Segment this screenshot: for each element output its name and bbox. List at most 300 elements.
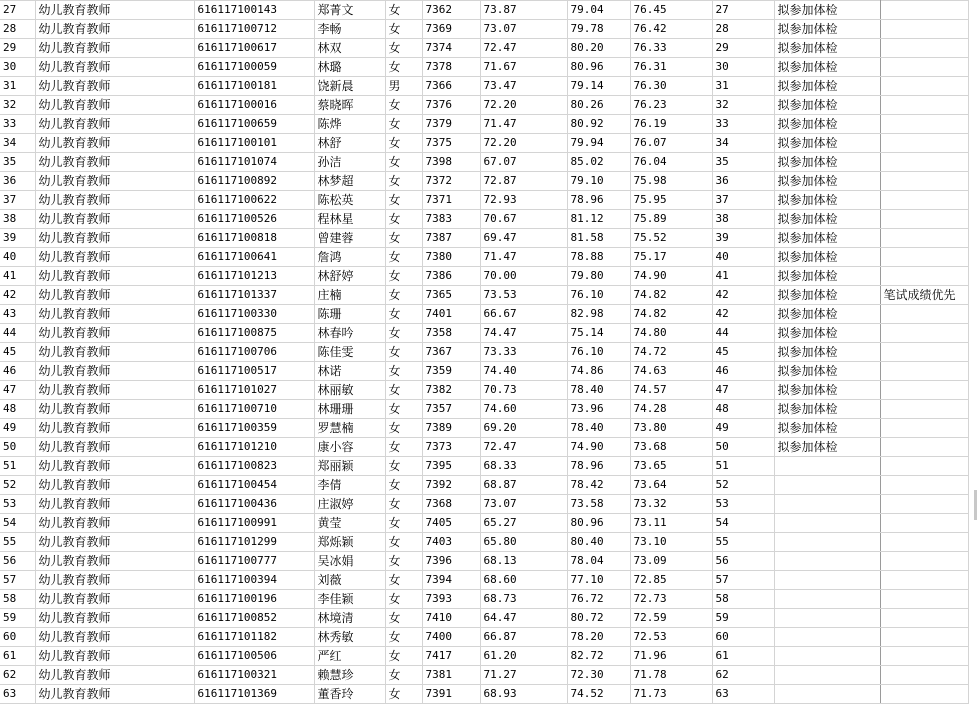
cell-ticket[interactable]: 7394 xyxy=(422,571,480,590)
cell-name[interactable]: 林舒婷 xyxy=(314,267,385,286)
cell-note[interactable] xyxy=(880,153,968,172)
cell-name[interactable]: 林舒 xyxy=(314,134,385,153)
cell-total-score[interactable]: 74.72 xyxy=(630,343,712,362)
cell-position[interactable]: 幼儿教育教师 xyxy=(35,476,194,495)
cell-name[interactable]: 罗慧楠 xyxy=(314,419,385,438)
cell-rank[interactable]: 36 xyxy=(712,172,774,191)
cell-seq[interactable]: 27 xyxy=(0,1,35,20)
cell-interview-score[interactable]: 80.20 xyxy=(567,39,630,58)
cell-status[interactable] xyxy=(774,628,880,647)
cell-exam-id[interactable]: 616117101074 xyxy=(194,153,314,172)
cell-seq[interactable]: 40 xyxy=(0,248,35,267)
cell-position[interactable]: 幼儿教育教师 xyxy=(35,609,194,628)
cell-gender[interactable]: 女 xyxy=(385,153,422,172)
cell-total-score[interactable]: 71.78 xyxy=(630,666,712,685)
cell-position[interactable]: 幼儿教育教师 xyxy=(35,533,194,552)
cell-ticket[interactable]: 7393 xyxy=(422,590,480,609)
cell-name[interactable]: 詹鸿 xyxy=(314,248,385,267)
cell-ticket[interactable]: 7417 xyxy=(422,647,480,666)
cell-position[interactable]: 幼儿教育教师 xyxy=(35,362,194,381)
cell-total-score[interactable]: 76.45 xyxy=(630,1,712,20)
cell-written-score[interactable]: 71.47 xyxy=(480,115,567,134)
cell-seq[interactable]: 63 xyxy=(0,685,35,704)
cell-exam-id[interactable]: 616117100181 xyxy=(194,77,314,96)
cell-note[interactable] xyxy=(880,533,968,552)
cell-seq[interactable]: 39 xyxy=(0,229,35,248)
cell-total-score[interactable]: 73.10 xyxy=(630,533,712,552)
cell-written-score[interactable]: 70.67 xyxy=(480,210,567,229)
cell-seq[interactable]: 62 xyxy=(0,666,35,685)
cell-gender[interactable]: 女 xyxy=(385,647,422,666)
cell-name[interactable]: 孙洁 xyxy=(314,153,385,172)
cell-position[interactable]: 幼儿教育教师 xyxy=(35,666,194,685)
cell-note[interactable] xyxy=(880,571,968,590)
cell-status[interactable]: 拟参加体检 xyxy=(774,343,880,362)
cell-written-score[interactable]: 67.07 xyxy=(480,153,567,172)
cell-position[interactable]: 幼儿教育教师 xyxy=(35,20,194,39)
cell-note[interactable] xyxy=(880,495,968,514)
cell-status[interactable]: 拟参加体检 xyxy=(774,324,880,343)
cell-name[interactable]: 蔡晓晖 xyxy=(314,96,385,115)
cell-written-score[interactable]: 68.87 xyxy=(480,476,567,495)
cell-note[interactable] xyxy=(880,248,968,267)
cell-name[interactable]: 刘薇 xyxy=(314,571,385,590)
cell-interview-score[interactable]: 75.14 xyxy=(567,324,630,343)
cell-exam-id[interactable]: 616117100641 xyxy=(194,248,314,267)
cell-status[interactable] xyxy=(774,590,880,609)
cell-written-score[interactable]: 68.93 xyxy=(480,685,567,704)
cell-total-score[interactable]: 75.95 xyxy=(630,191,712,210)
cell-written-score[interactable]: 72.47 xyxy=(480,438,567,457)
cell-rank[interactable]: 27 xyxy=(712,1,774,20)
cell-rank[interactable]: 29 xyxy=(712,39,774,58)
cell-position[interactable]: 幼儿教育教师 xyxy=(35,400,194,419)
cell-written-score[interactable]: 72.87 xyxy=(480,172,567,191)
cell-name[interactable]: 陈烨 xyxy=(314,115,385,134)
cell-status[interactable]: 拟参加体检 xyxy=(774,20,880,39)
cell-rank[interactable]: 35 xyxy=(712,153,774,172)
cell-seq[interactable]: 46 xyxy=(0,362,35,381)
cell-total-score[interactable]: 74.82 xyxy=(630,286,712,305)
cell-position[interactable]: 幼儿教育教师 xyxy=(35,115,194,134)
cell-note[interactable] xyxy=(880,172,968,191)
cell-rank[interactable]: 50 xyxy=(712,438,774,457)
cell-exam-id[interactable]: 616117100330 xyxy=(194,305,314,324)
cell-position[interactable]: 幼儿教育教师 xyxy=(35,172,194,191)
cell-interview-score[interactable]: 80.72 xyxy=(567,609,630,628)
cell-status[interactable]: 拟参加体检 xyxy=(774,1,880,20)
cell-rank[interactable]: 42 xyxy=(712,286,774,305)
cell-seq[interactable]: 60 xyxy=(0,628,35,647)
cell-gender[interactable]: 女 xyxy=(385,457,422,476)
cell-note[interactable] xyxy=(880,628,968,647)
cell-rank[interactable]: 51 xyxy=(712,457,774,476)
cell-interview-score[interactable]: 85.02 xyxy=(567,153,630,172)
cell-name[interactable]: 庄楠 xyxy=(314,286,385,305)
cell-exam-id[interactable]: 616117100196 xyxy=(194,590,314,609)
cell-gender[interactable]: 女 xyxy=(385,533,422,552)
cell-rank[interactable]: 57 xyxy=(712,571,774,590)
cell-position[interactable]: 幼儿教育教师 xyxy=(35,438,194,457)
cell-rank[interactable]: 59 xyxy=(712,609,774,628)
cell-status[interactable]: 拟参加体检 xyxy=(774,286,880,305)
cell-rank[interactable]: 48 xyxy=(712,400,774,419)
cell-status[interactable]: 拟参加体检 xyxy=(774,305,880,324)
cell-position[interactable]: 幼儿教育教师 xyxy=(35,96,194,115)
cell-seq[interactable]: 42 xyxy=(0,286,35,305)
cell-exam-id[interactable]: 616117100617 xyxy=(194,39,314,58)
cell-name[interactable]: 林双 xyxy=(314,39,385,58)
cell-rank[interactable]: 40 xyxy=(712,248,774,267)
cell-name[interactable]: 程林星 xyxy=(314,210,385,229)
cell-note[interactable] xyxy=(880,457,968,476)
cell-name[interactable]: 林梦超 xyxy=(314,172,385,191)
cell-status[interactable] xyxy=(774,685,880,704)
cell-ticket[interactable]: 7383 xyxy=(422,210,480,229)
cell-ticket[interactable]: 7369 xyxy=(422,20,480,39)
cell-ticket[interactable]: 7367 xyxy=(422,343,480,362)
cell-interview-score[interactable]: 80.92 xyxy=(567,115,630,134)
cell-gender[interactable]: 女 xyxy=(385,514,422,533)
cell-total-score[interactable]: 76.23 xyxy=(630,96,712,115)
cell-position[interactable]: 幼儿教育教师 xyxy=(35,77,194,96)
cell-position[interactable]: 幼儿教育教师 xyxy=(35,552,194,571)
cell-gender[interactable]: 女 xyxy=(385,419,422,438)
cell-ticket[interactable]: 7374 xyxy=(422,39,480,58)
cell-total-score[interactable]: 72.53 xyxy=(630,628,712,647)
cell-name[interactable]: 郑烁颖 xyxy=(314,533,385,552)
cell-written-score[interactable]: 74.40 xyxy=(480,362,567,381)
cell-status[interactable]: 拟参加体检 xyxy=(774,77,880,96)
cell-ticket[interactable]: 7368 xyxy=(422,495,480,514)
cell-rank[interactable]: 54 xyxy=(712,514,774,533)
cell-gender[interactable]: 女 xyxy=(385,172,422,191)
cell-written-score[interactable]: 74.60 xyxy=(480,400,567,419)
cell-written-score[interactable]: 72.47 xyxy=(480,39,567,58)
cell-gender[interactable]: 女 xyxy=(385,229,422,248)
cell-gender[interactable]: 女 xyxy=(385,248,422,267)
cell-written-score[interactable]: 72.20 xyxy=(480,134,567,153)
cell-interview-score[interactable]: 78.20 xyxy=(567,628,630,647)
cell-total-score[interactable]: 76.19 xyxy=(630,115,712,134)
cell-ticket[interactable]: 7386 xyxy=(422,267,480,286)
cell-exam-id[interactable]: 616117100991 xyxy=(194,514,314,533)
cell-status[interactable]: 拟参加体检 xyxy=(774,153,880,172)
cell-gender[interactable]: 女 xyxy=(385,267,422,286)
cell-note[interactable] xyxy=(880,400,968,419)
cell-status[interactable] xyxy=(774,495,880,514)
cell-written-score[interactable]: 64.47 xyxy=(480,609,567,628)
cell-name[interactable]: 林境清 xyxy=(314,609,385,628)
cell-written-score[interactable]: 71.67 xyxy=(480,58,567,77)
cell-gender[interactable]: 女 xyxy=(385,685,422,704)
cell-exam-id[interactable]: 616117100526 xyxy=(194,210,314,229)
cell-name[interactable]: 黄莹 xyxy=(314,514,385,533)
cell-position[interactable]: 幼儿教育教师 xyxy=(35,343,194,362)
cell-interview-score[interactable]: 80.96 xyxy=(567,58,630,77)
cell-interview-score[interactable]: 78.96 xyxy=(567,191,630,210)
cell-note[interactable] xyxy=(880,39,968,58)
cell-ticket[interactable]: 7371 xyxy=(422,191,480,210)
cell-ticket[interactable]: 7365 xyxy=(422,286,480,305)
cell-seq[interactable]: 36 xyxy=(0,172,35,191)
cell-status[interactable] xyxy=(774,457,880,476)
cell-ticket[interactable]: 7405 xyxy=(422,514,480,533)
cell-ticket[interactable]: 7400 xyxy=(422,628,480,647)
cell-interview-score[interactable]: 80.26 xyxy=(567,96,630,115)
cell-interview-score[interactable]: 79.10 xyxy=(567,172,630,191)
cell-total-score[interactable]: 76.07 xyxy=(630,134,712,153)
cell-rank[interactable]: 44 xyxy=(712,324,774,343)
cell-rank[interactable]: 46 xyxy=(712,362,774,381)
cell-position[interactable]: 幼儿教育教师 xyxy=(35,39,194,58)
cell-rank[interactable]: 30 xyxy=(712,58,774,77)
cell-ticket[interactable]: 7358 xyxy=(422,324,480,343)
cell-status[interactable]: 拟参加体检 xyxy=(774,172,880,191)
cell-ticket[interactable]: 7372 xyxy=(422,172,480,191)
cell-written-score[interactable]: 71.47 xyxy=(480,248,567,267)
cell-note[interactable] xyxy=(880,419,968,438)
cell-name[interactable]: 李畅 xyxy=(314,20,385,39)
cell-interview-score[interactable]: 78.96 xyxy=(567,457,630,476)
cell-position[interactable]: 幼儿教育教师 xyxy=(35,267,194,286)
cell-note[interactable] xyxy=(880,96,968,115)
cell-seq[interactable]: 53 xyxy=(0,495,35,514)
cell-total-score[interactable]: 76.33 xyxy=(630,39,712,58)
cell-position[interactable]: 幼儿教育教师 xyxy=(35,1,194,20)
cell-rank[interactable]: 56 xyxy=(712,552,774,571)
cell-interview-score[interactable]: 76.10 xyxy=(567,286,630,305)
cell-gender[interactable]: 女 xyxy=(385,609,422,628)
cell-name[interactable]: 曾建蓉 xyxy=(314,229,385,248)
cell-seq[interactable]: 29 xyxy=(0,39,35,58)
cell-gender[interactable]: 女 xyxy=(385,362,422,381)
cell-seq[interactable]: 28 xyxy=(0,20,35,39)
cell-written-score[interactable]: 65.80 xyxy=(480,533,567,552)
cell-status[interactable] xyxy=(774,552,880,571)
cell-gender[interactable]: 女 xyxy=(385,571,422,590)
cell-position[interactable]: 幼儿教育教师 xyxy=(35,419,194,438)
cell-note[interactable] xyxy=(880,58,968,77)
cell-total-score[interactable]: 76.30 xyxy=(630,77,712,96)
cell-gender[interactable]: 女 xyxy=(385,20,422,39)
cell-total-score[interactable]: 73.65 xyxy=(630,457,712,476)
cell-interview-score[interactable]: 74.86 xyxy=(567,362,630,381)
cell-exam-id[interactable]: 616117100506 xyxy=(194,647,314,666)
cell-seq[interactable]: 37 xyxy=(0,191,35,210)
cell-interview-score[interactable]: 78.88 xyxy=(567,248,630,267)
cell-exam-id[interactable]: 616117101369 xyxy=(194,685,314,704)
cell-written-score[interactable]: 72.20 xyxy=(480,96,567,115)
cell-interview-score[interactable]: 81.58 xyxy=(567,229,630,248)
cell-seq[interactable]: 51 xyxy=(0,457,35,476)
cell-total-score[interactable]: 74.90 xyxy=(630,267,712,286)
cell-gender[interactable]: 女 xyxy=(385,628,422,647)
cell-ticket[interactable]: 7396 xyxy=(422,552,480,571)
cell-gender[interactable]: 女 xyxy=(385,96,422,115)
cell-gender[interactable]: 女 xyxy=(385,210,422,229)
cell-position[interactable]: 幼儿教育教师 xyxy=(35,647,194,666)
cell-written-score[interactable]: 73.53 xyxy=(480,286,567,305)
cell-total-score[interactable]: 74.82 xyxy=(630,305,712,324)
cell-note[interactable] xyxy=(880,134,968,153)
cell-position[interactable]: 幼儿教育教师 xyxy=(35,286,194,305)
cell-ticket[interactable]: 7410 xyxy=(422,609,480,628)
cell-status[interactable]: 拟参加体检 xyxy=(774,400,880,419)
cell-rank[interactable]: 33 xyxy=(712,115,774,134)
cell-interview-score[interactable]: 79.80 xyxy=(567,267,630,286)
cell-written-score[interactable]: 71.27 xyxy=(480,666,567,685)
cell-total-score[interactable]: 75.89 xyxy=(630,210,712,229)
cell-exam-id[interactable]: 616117100059 xyxy=(194,58,314,77)
cell-ticket[interactable]: 7375 xyxy=(422,134,480,153)
cell-rank[interactable]: 38 xyxy=(712,210,774,229)
cell-exam-id[interactable]: 616117100777 xyxy=(194,552,314,571)
cell-ticket[interactable]: 7392 xyxy=(422,476,480,495)
cell-note[interactable]: 笔试成绩优先 xyxy=(880,286,968,305)
cell-interview-score[interactable]: 78.04 xyxy=(567,552,630,571)
cell-status[interactable]: 拟参加体检 xyxy=(774,115,880,134)
cell-position[interactable]: 幼儿教育教师 xyxy=(35,191,194,210)
cell-written-score[interactable]: 68.60 xyxy=(480,571,567,590)
cell-name[interactable]: 郑丽颖 xyxy=(314,457,385,476)
cell-exam-id[interactable]: 616117101210 xyxy=(194,438,314,457)
cell-written-score[interactable]: 68.73 xyxy=(480,590,567,609)
cell-position[interactable]: 幼儿教育教师 xyxy=(35,210,194,229)
cell-interview-score[interactable]: 78.40 xyxy=(567,419,630,438)
cell-exam-id[interactable]: 616117101213 xyxy=(194,267,314,286)
cell-interview-score[interactable]: 74.52 xyxy=(567,685,630,704)
cell-gender[interactable]: 女 xyxy=(385,286,422,305)
cell-rank[interactable]: 55 xyxy=(712,533,774,552)
cell-status[interactable] xyxy=(774,533,880,552)
cell-seq[interactable]: 41 xyxy=(0,267,35,286)
cell-rank[interactable]: 41 xyxy=(712,267,774,286)
cell-exam-id[interactable]: 616117100706 xyxy=(194,343,314,362)
cell-note[interactable] xyxy=(880,20,968,39)
cell-exam-id[interactable]: 616117100143 xyxy=(194,1,314,20)
cell-seq[interactable]: 59 xyxy=(0,609,35,628)
cell-rank[interactable]: 62 xyxy=(712,666,774,685)
cell-note[interactable] xyxy=(880,77,968,96)
cell-status[interactable]: 拟参加体检 xyxy=(774,419,880,438)
cell-interview-score[interactable]: 73.58 xyxy=(567,495,630,514)
cell-position[interactable]: 幼儿教育教师 xyxy=(35,134,194,153)
cell-seq[interactable]: 35 xyxy=(0,153,35,172)
cell-exam-id[interactable]: 616117100659 xyxy=(194,115,314,134)
cell-gender[interactable]: 女 xyxy=(385,476,422,495)
cell-status[interactable] xyxy=(774,476,880,495)
cell-rank[interactable]: 39 xyxy=(712,229,774,248)
cell-note[interactable] xyxy=(880,609,968,628)
cell-ticket[interactable]: 7387 xyxy=(422,229,480,248)
cell-note[interactable] xyxy=(880,115,968,134)
cell-interview-score[interactable]: 77.10 xyxy=(567,571,630,590)
cell-note[interactable] xyxy=(880,590,968,609)
cell-written-score[interactable]: 70.00 xyxy=(480,267,567,286)
cell-rank[interactable]: 37 xyxy=(712,191,774,210)
cell-ticket[interactable]: 7380 xyxy=(422,248,480,267)
cell-rank[interactable]: 42 xyxy=(712,305,774,324)
cell-exam-id[interactable]: 616117101027 xyxy=(194,381,314,400)
cell-interview-score[interactable]: 79.94 xyxy=(567,134,630,153)
cell-seq[interactable]: 32 xyxy=(0,96,35,115)
cell-interview-score[interactable]: 82.98 xyxy=(567,305,630,324)
cell-rank[interactable]: 28 xyxy=(712,20,774,39)
cell-interview-score[interactable]: 82.72 xyxy=(567,647,630,666)
cell-position[interactable]: 幼儿教育教师 xyxy=(35,305,194,324)
cell-total-score[interactable]: 74.80 xyxy=(630,324,712,343)
cell-status[interactable] xyxy=(774,647,880,666)
cell-name[interactable]: 林丽敏 xyxy=(314,381,385,400)
cell-position[interactable]: 幼儿教育教师 xyxy=(35,590,194,609)
cell-interview-score[interactable]: 74.90 xyxy=(567,438,630,457)
cell-note[interactable] xyxy=(880,647,968,666)
cell-gender[interactable]: 女 xyxy=(385,39,422,58)
cell-seq[interactable]: 38 xyxy=(0,210,35,229)
cell-ticket[interactable]: 7398 xyxy=(422,153,480,172)
cell-total-score[interactable]: 73.68 xyxy=(630,438,712,457)
cell-name[interactable]: 严红 xyxy=(314,647,385,666)
cell-name[interactable]: 林璐 xyxy=(314,58,385,77)
cell-total-score[interactable]: 71.73 xyxy=(630,685,712,704)
cell-exam-id[interactable]: 616117100852 xyxy=(194,609,314,628)
cell-exam-id[interactable]: 616117100101 xyxy=(194,134,314,153)
cell-written-score[interactable]: 73.33 xyxy=(480,343,567,362)
cell-note[interactable] xyxy=(880,191,968,210)
cell-position[interactable]: 幼儿教育教师 xyxy=(35,248,194,267)
cell-total-score[interactable]: 76.04 xyxy=(630,153,712,172)
cell-name[interactable]: 林珊珊 xyxy=(314,400,385,419)
cell-total-score[interactable]: 73.11 xyxy=(630,514,712,533)
cell-position[interactable]: 幼儿教育教师 xyxy=(35,628,194,647)
cell-ticket[interactable]: 7359 xyxy=(422,362,480,381)
cell-written-score[interactable]: 73.87 xyxy=(480,1,567,20)
cell-interview-score[interactable]: 78.40 xyxy=(567,381,630,400)
cell-rank[interactable]: 58 xyxy=(712,590,774,609)
cell-gender[interactable]: 女 xyxy=(385,134,422,153)
cell-note[interactable] xyxy=(880,552,968,571)
cell-written-score[interactable]: 66.67 xyxy=(480,305,567,324)
cell-written-score[interactable]: 61.20 xyxy=(480,647,567,666)
cell-total-score[interactable]: 73.80 xyxy=(630,419,712,438)
cell-seq[interactable]: 30 xyxy=(0,58,35,77)
cell-total-score[interactable]: 75.52 xyxy=(630,229,712,248)
cell-note[interactable] xyxy=(880,438,968,457)
cell-gender[interactable]: 女 xyxy=(385,590,422,609)
cell-exam-id[interactable]: 616117100394 xyxy=(194,571,314,590)
cell-seq[interactable]: 54 xyxy=(0,514,35,533)
cell-seq[interactable]: 56 xyxy=(0,552,35,571)
cell-ticket[interactable]: 7381 xyxy=(422,666,480,685)
cell-position[interactable]: 幼儿教育教师 xyxy=(35,685,194,704)
cell-status[interactable] xyxy=(774,571,880,590)
cell-gender[interactable]: 女 xyxy=(385,191,422,210)
cell-seq[interactable]: 43 xyxy=(0,305,35,324)
cell-written-score[interactable]: 69.47 xyxy=(480,229,567,248)
cell-status[interactable]: 拟参加体检 xyxy=(774,267,880,286)
cell-total-score[interactable]: 76.31 xyxy=(630,58,712,77)
cell-status[interactable]: 拟参加体检 xyxy=(774,191,880,210)
cell-exam-id[interactable]: 616117100818 xyxy=(194,229,314,248)
cell-status[interactable]: 拟参加体检 xyxy=(774,134,880,153)
cell-seq[interactable]: 57 xyxy=(0,571,35,590)
cell-ticket[interactable]: 7379 xyxy=(422,115,480,134)
cell-name[interactable]: 庄淑婷 xyxy=(314,495,385,514)
cell-seq[interactable]: 50 xyxy=(0,438,35,457)
cell-gender[interactable]: 女 xyxy=(385,115,422,134)
cell-ticket[interactable]: 7378 xyxy=(422,58,480,77)
